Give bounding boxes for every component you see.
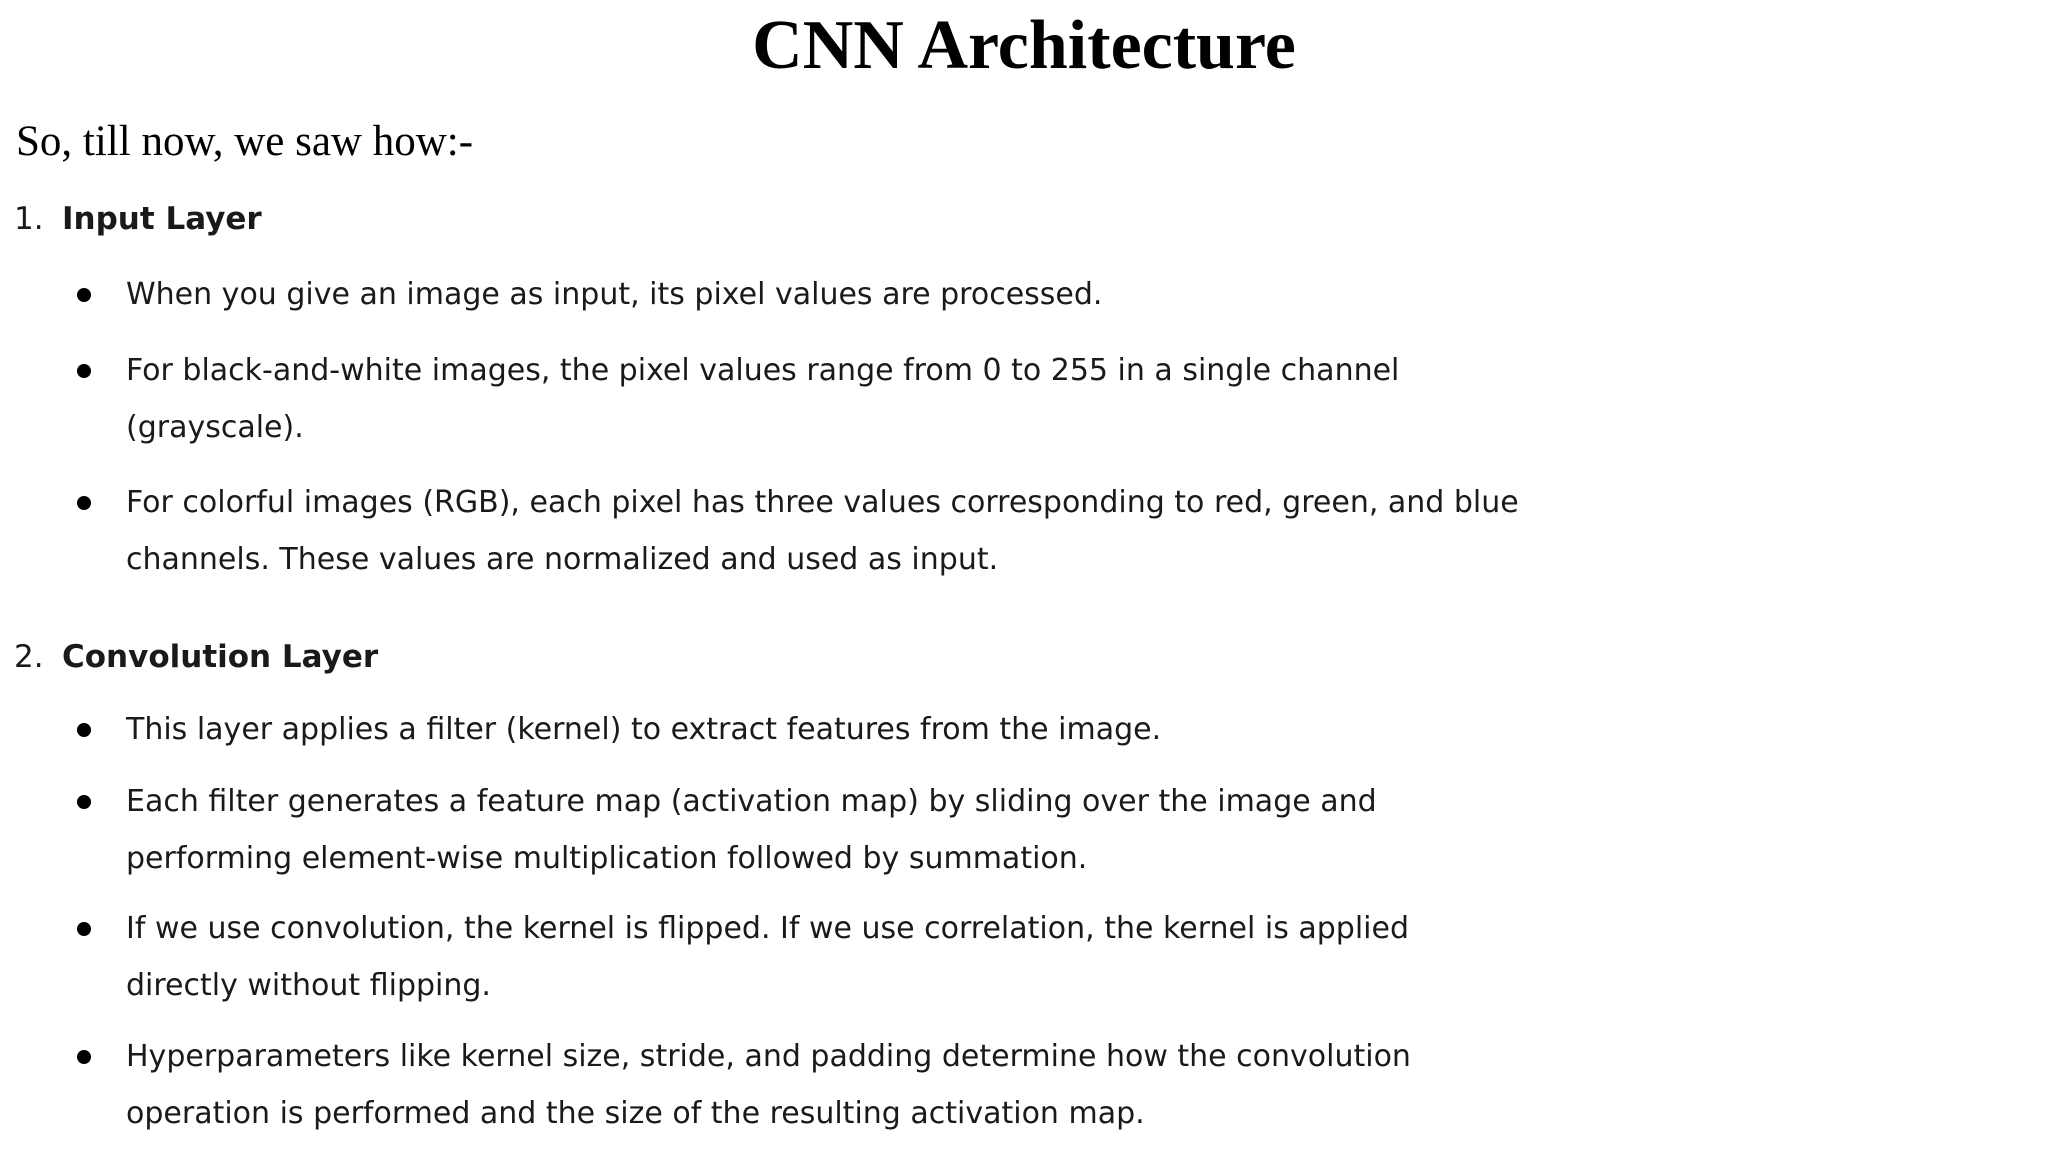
bullet-line: If we use convolution, the kernel is flipped. If we use correlation, the kernel is applied [126, 911, 1410, 946]
bullet-line: Hyperparameters like kernel size, stride, and padding determine how the convolution [126, 1039, 1411, 1074]
bullet-dot-icon [77, 364, 91, 378]
bullet-dot-icon [77, 496, 91, 510]
bullet-line: directly without flipping. [126, 968, 491, 1003]
bullet-line: For colorful images (RGB), each pixel has three values corresponding to red, green, and blue [126, 485, 1519, 520]
bullet-item [126, 266, 1526, 323]
section-heading-input-layer [14, 199, 262, 239]
bullet-dot-icon [77, 723, 91, 737]
bullet-line: When you give an image as input, its pixel values are processed. [126, 277, 1103, 312]
bullet-line: operation is performed and the size of the resulting activation map. [126, 1096, 1145, 1131]
bullet-line: For black-and-white images, the pixel values range from 0 to 255 in a single channel [126, 353, 1400, 388]
bullet-item [126, 1028, 1526, 1142]
intro-text: So, till now, we saw how:- [16, 118, 474, 165]
section-title: Input Layer [62, 201, 262, 237]
bullet-line: This layer applies a filter (kernel) to extract features from the image. [126, 712, 1162, 747]
bullet-line: (grayscale). [126, 410, 304, 445]
page-title: CNN Architecture [752, 7, 1296, 84]
bullet-item [126, 773, 1526, 887]
bullet-dot-icon [77, 1050, 91, 1064]
section-number: 2. [14, 639, 44, 675]
bullet-item [126, 701, 1526, 758]
bullet-line: channels. These values are normalized and used as input. [126, 542, 999, 577]
section-title: Convolution Layer [62, 639, 379, 675]
bullet-line: Each filter generates a feature map (activation map) by sliding over the image and [126, 784, 1377, 819]
bullet-item [126, 342, 1526, 456]
section-number: 1. [14, 201, 44, 237]
bullet-dot-icon [77, 922, 91, 936]
section-heading-convolution-layer [14, 637, 378, 677]
bullet-item [126, 474, 1526, 588]
bullet-item [126, 900, 1526, 1014]
bullet-line: performing element-wise multiplication followed by summation. [126, 841, 1088, 876]
bullet-dot-icon [77, 795, 91, 809]
bullet-dot-icon [77, 288, 91, 302]
